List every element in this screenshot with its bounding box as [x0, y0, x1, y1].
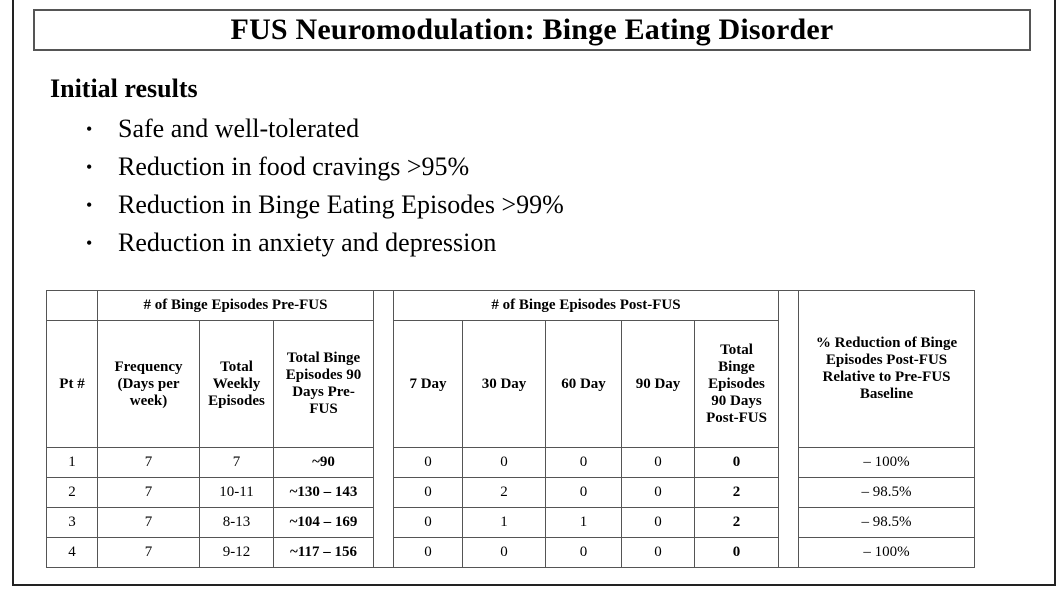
header-frequency: Frequency (Days per week) [98, 321, 200, 448]
cell-total-weekly: 8-13 [200, 508, 274, 538]
group-header-row [47, 291, 975, 321]
cell-total-post: 2 [695, 508, 779, 538]
cell-30-day: 1 [463, 508, 546, 538]
cell-total-post: 0 [695, 448, 779, 478]
header-total-post: Total Binge Episodes 90 Days Post-FUS [695, 321, 779, 448]
cell-total-pre: ~130 – 143 [274, 478, 374, 508]
cell-7-day: 0 [394, 478, 463, 508]
cell-total-post: 0 [695, 538, 779, 568]
section-heading: Initial results [50, 74, 198, 103]
header-total-pre: Total Binge Episodes 90 Days Pre-FUS [274, 321, 374, 448]
bullet-text: Reduction in anxiety and depression [118, 228, 497, 257]
bullet-icon: • [86, 157, 93, 177]
cell-total-weekly: 9-12 [200, 538, 274, 568]
cell-reduction: – 98.5% [799, 478, 975, 508]
cell-60-day: 0 [546, 448, 622, 478]
cell-reduction: – 100% [799, 538, 975, 568]
header-7-day: 7 Day [394, 321, 463, 448]
title-box [33, 9, 1031, 51]
cell-60-day: 1 [546, 508, 622, 538]
cell-reduction: – 100% [799, 448, 975, 478]
cell-7-day: 0 [394, 448, 463, 478]
bullet-text: Reduction in food cravings >95% [118, 152, 470, 181]
header-pt: Pt # [47, 321, 98, 448]
results-table [46, 290, 975, 568]
table-row [47, 538, 975, 568]
cell-frequency: 7 [98, 448, 200, 478]
cell-90-day: 0 [622, 538, 695, 568]
bullet-item [86, 110, 564, 148]
cell-60-day: 0 [546, 538, 622, 568]
cell-30-day: 0 [463, 448, 546, 478]
cell-90-day: 0 [622, 478, 695, 508]
cell-total-weekly: 10-11 [200, 478, 274, 508]
cell-pt: 4 [47, 538, 98, 568]
bullet-item [86, 186, 564, 224]
cell-total-weekly: 7 [200, 448, 274, 478]
cell-pt: 1 [47, 448, 98, 478]
cell-frequency: 7 [98, 478, 200, 508]
cell-pt: 2 [47, 478, 98, 508]
cell-total-pre: ~117 – 156 [274, 538, 374, 568]
bullet-text: Safe and well-tolerated [118, 114, 360, 143]
table-row [47, 478, 975, 508]
cell-90-day: 0 [622, 448, 695, 478]
cell-pt: 3 [47, 508, 98, 538]
bullet-icon: • [86, 233, 93, 253]
cell-30-day: 2 [463, 478, 546, 508]
header-60-day: 60 Day [546, 321, 622, 448]
bullet-item [86, 224, 564, 262]
header-90-day: 90 Day [622, 321, 695, 448]
cell-7-day: 0 [394, 538, 463, 568]
cell-7-day: 0 [394, 508, 463, 538]
header-30-day: 30 Day [463, 321, 546, 448]
bullet-list [86, 110, 564, 262]
cell-30-day: 0 [463, 538, 546, 568]
bullet-item [86, 148, 564, 186]
cell-total-pre: ~90 [274, 448, 374, 478]
slide-title: FUS Neuromodulation: Binge Eating Disorder [230, 13, 834, 46]
header-total-weekly: Total Weekly Episodes [200, 321, 274, 448]
cell-frequency: 7 [98, 538, 200, 568]
cell-90-day: 0 [622, 508, 695, 538]
bullet-icon: • [86, 195, 93, 215]
cell-total-pre: ~104 – 169 [274, 508, 374, 538]
table-row [47, 448, 975, 478]
header-reduction: % Reduction of Binge Episodes Post-FUS Relative to Pre-FUS Baseline [799, 291, 975, 448]
group-header-post: # of Binge Episodes Post-FUS [394, 291, 779, 321]
group-header-pre: # of Binge Episodes Pre-FUS [98, 291, 374, 321]
cell-frequency: 7 [98, 508, 200, 538]
header-blank-cell [47, 291, 98, 321]
bullet-text: Reduction in Binge Eating Episodes >99% [118, 190, 564, 219]
column-separator [374, 291, 394, 568]
cell-total-post: 2 [695, 478, 779, 508]
table-row [47, 508, 975, 538]
cell-60-day: 0 [546, 478, 622, 508]
cell-reduction: – 98.5% [799, 508, 975, 538]
bullet-icon: • [86, 119, 93, 139]
column-separator [779, 291, 799, 568]
